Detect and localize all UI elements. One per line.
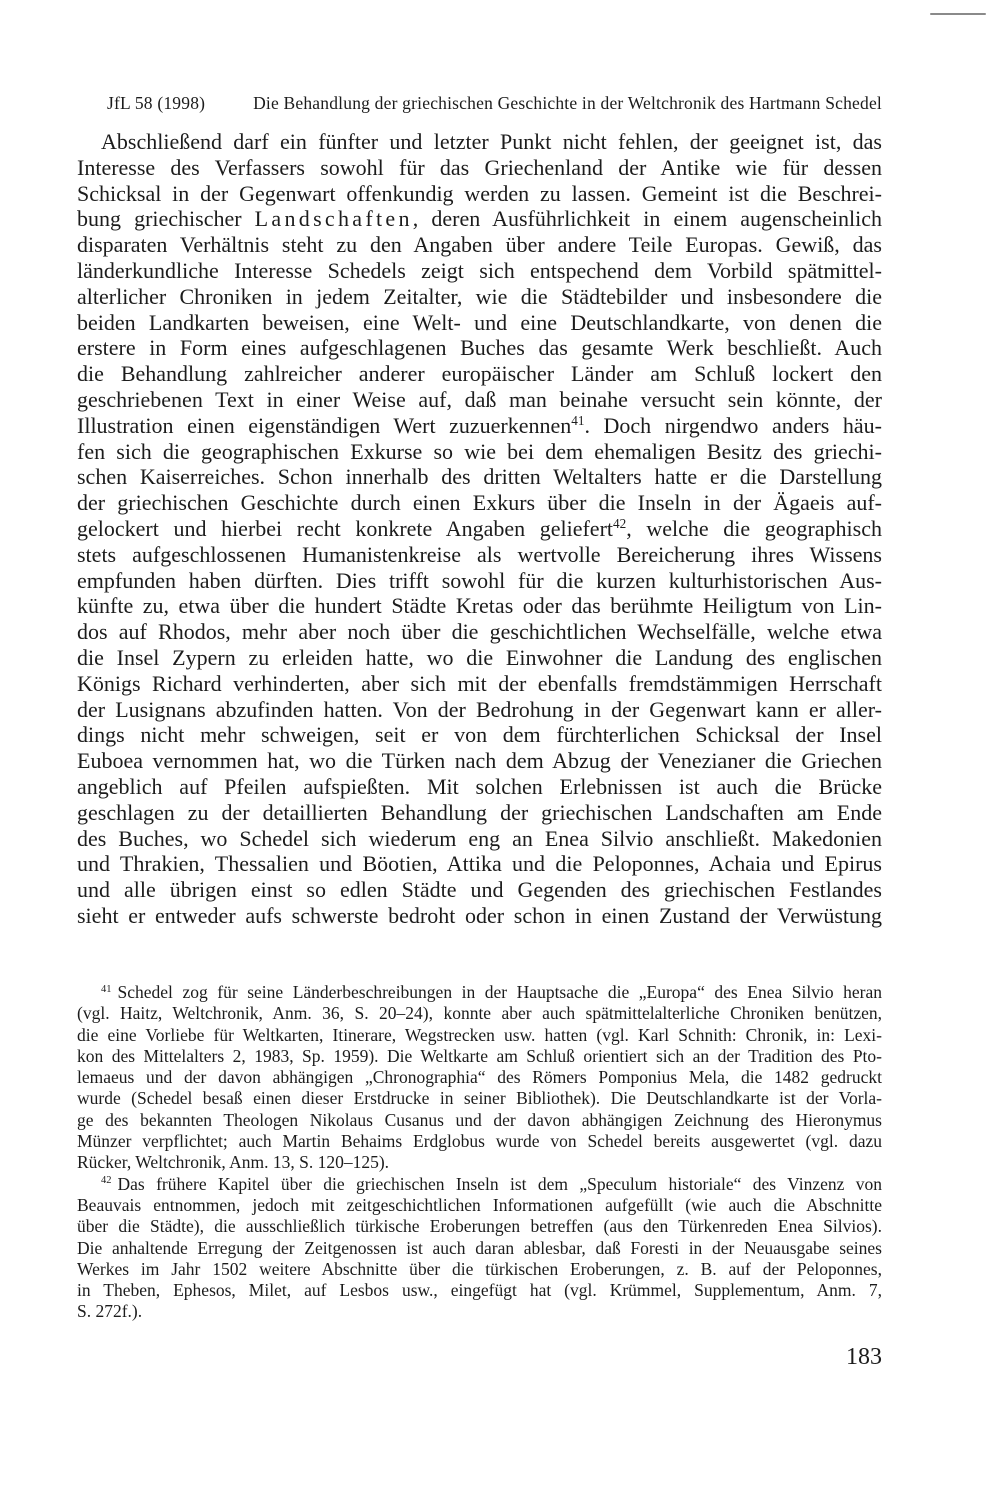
body-line: fen sich die geographischen Exkurse so wie bei dem ehemaligen Besitz des griechi-	[77, 438, 882, 464]
body-line: und alle übrigen einst so edlen Städte und Gegenden des griechischen Festlandes	[77, 877, 882, 903]
running-header	[107, 92, 882, 114]
footnote-line: Werkes im Jahr 1502 weitere Abschnitte über die türkischen Eroberungen, z. B. auf der Peloponnes,	[77, 1258, 882, 1279]
footnote-line: (vgl. Haitz, Weltchronik, Anm. 36, S. 20–24), konnte aber auch spätmittelalterliche Chroniken benützen,	[77, 1003, 882, 1024]
footnote-line	[77, 1174, 882, 1195]
body-line: künfte zu, etwa über die hundert Städte Kretas oder das berühmte Heiligtum von Lin-	[77, 593, 882, 619]
body-text: , welche die geographisch	[626, 515, 882, 541]
footnote-line: in Theben, Ephesos, Milet, auf Lesbos usw., eingefügt hat (vgl. Krümmel, Supplementum, Anm. 7,	[77, 1280, 882, 1301]
footnote-number: 41	[101, 983, 112, 995]
body-text: . Doch nirgendwo anders häu-	[584, 412, 882, 438]
body-line: geschlagen zu der detaillierten Behandlung der griechischen Landschaften am Ende	[77, 799, 882, 825]
footnote-41	[77, 982, 882, 1174]
body-text: gelockert und hierbei recht konkrete Angaben geliefert	[77, 515, 614, 541]
footnote-line: Rücker, Weltchronik, Anm. 13, S. 120–125).	[77, 1152, 390, 1173]
footnote-line	[77, 982, 882, 1003]
body-text: bung griechischer	[77, 206, 255, 232]
footnote-line: kon des Mittelalters 2, 1983, Sp. 1959). Die Weltkarte am Schluß orientiert sich an der Tradition des Pto-	[77, 1045, 882, 1066]
body-line: des Buches, wo Schedel sich wiederum eng an Enea Silvio anschließt. Makedonien	[77, 825, 882, 851]
footnote-line: Münzer verpflichtet; auch Martin Behaims Erdglobus wurde von Schedel bereits ausgewertet (vgl. dazu	[77, 1131, 882, 1152]
body-line: der griechischen Geschichte durch einen Exkurs über die Inseln in der Ägaeis auf-	[77, 490, 882, 516]
body-line: dings nicht mehr schweigen, seit er von dem fürchterlichen Schicksal der Insel	[77, 722, 882, 748]
page-number: 183	[846, 1344, 882, 1370]
footnote-text: Schedel zog für seine Länderbeschreibungen in der Hauptsache die „Europa“ des Enea Silvio heran	[117, 982, 882, 1002]
footnote-reference[interactable]: 41	[571, 412, 585, 428]
body-line: länderkundliche Interesse Schedels zeigt sich entspechend dem Vorbild spätmittel-	[77, 257, 882, 283]
body-line	[77, 413, 882, 439]
body-line: Euboea vernommen hat, wo die Türken nach dem Abzug der Venezianer die Griechen	[77, 748, 882, 774]
body-line: schen Kaiserreiches. Schon innerhalb des dritten Weltalters hatte er die Darstellung	[77, 464, 882, 490]
footnote-number: 42	[101, 1175, 112, 1187]
body-line: angeblich auf Pfeilen aufspießten. Mit solchen Erlebnissen ist auch die Brücke	[77, 773, 882, 799]
body-line: Schicksal in der Gegenwart offenkundig werden zu lassen. Gemeint ist die Beschrei-	[77, 180, 882, 206]
body-line: Königs Richard verhinderten, aber sich mit der ebenfalls fremdstämmigen Herrschaft	[77, 670, 882, 696]
body-line: Interesse des Verfassers sowohl für das Griechenland der Antike wie für dessen	[77, 154, 882, 180]
body-line: alterlicher Chroniken in jedem Zeitalter, wie die Städtebilder und insbesondere die	[77, 283, 882, 309]
running-title: Die Behandlung der griechischen Geschichte in der Weltchronik des Hartmann Schedel	[253, 93, 882, 113]
body-line: die Insel Zypern zu erleiden hatte, wo die Einwohner die Landung des englischen	[77, 644, 882, 670]
body-line: disparaten Verhältnis steht zu den Angaben über andere Teile Europas. Gewiß, das	[77, 232, 882, 258]
body-line	[77, 206, 882, 232]
footnote-reference[interactable]: 42	[613, 515, 627, 531]
body-line: und Thrakien, Thessalien und Böotien, Attika und die Peloponnes, Achaia und Epirus	[77, 851, 882, 877]
journal-citation: JfL 58 (1998)	[107, 93, 206, 113]
body-line: Abschließend darf ein fünfter und letzter Punkt nicht fehlen, der geeignet ist, das	[101, 129, 882, 154]
footnote-line: S. 272f.).	[77, 1301, 143, 1322]
footnotes	[77, 982, 882, 1323]
footnote-line: lemaeus und der davon abhängigen „Chronographia“ des Römers Pomponius Mela, die 1482 gedruckt	[77, 1067, 882, 1088]
footnote-line: die eine Vorliebe für Weltkarten, Itinerare, Wegstrecken usw. hatten (vgl. Karl Schnith: Chronik, in: Lexi-	[77, 1024, 882, 1045]
body-line: empfunden haben dürften. Dies trifft sowohl für die kurzen kulturhistorischen Aus-	[77, 567, 882, 593]
body-text: Illustration einen eigenständigen Wert zuzuerkennen	[77, 412, 572, 438]
footnote-line: ge des bekannten Theologen Nikolaus Cusanus und der davon abhängigen Zeichnung des Hieronymus	[77, 1109, 882, 1130]
body-line	[77, 516, 882, 542]
main-text	[77, 129, 882, 929]
footnote-line: wurde (Schedel besaß einen dieser Erstdrucke in seiner Bibliothek). Die Deutschlandkarte ist der Vorla-	[77, 1088, 882, 1109]
body-line: stets aufgeschlossenen Humanistenkreise als wertvolle Bereicherung ihres Wissens	[77, 541, 882, 567]
body-line: der Lusignans abzufinden hatten. Von der Bedrohung in der Gegenwart kann er aller-	[77, 696, 882, 722]
body-text: , deren Ausführlichkeit in einem augenscheinlich	[412, 206, 883, 232]
footnote-line: Die anhaltende Erregung der Zeitgenossen ist auch daran ablesbar, daß Foresti in der Neuausgabe seines	[77, 1237, 882, 1258]
body-line: die Behandlung zahlreicher anderer europäischer Länder am Schluß lockert den	[77, 361, 882, 387]
scan-edge-mark	[930, 13, 986, 15]
footnote-text: Das frühere Kapitel über die griechischen Inseln ist dem „Speculum historiale“ des Vinzenz von	[117, 1173, 882, 1194]
footnote-line: über die Städte), die ausschließlich türkische Eroberungen betreffen (aus den Türkenreden Enea Silvios).	[77, 1216, 882, 1237]
body-line: geschriebenen Text in einer Weise auf, daß man beinahe versucht sein könnte, der	[77, 386, 882, 412]
footnote-42	[77, 1174, 882, 1323]
body-line: sieht er entweder aufs schwerste bedroht oder schon in einen Zustand der Verwüstung	[77, 902, 882, 928]
body-line: dos auf Rhodos, mehr aber noch über die geschichtlichen Wechselfälle, welche etwa	[77, 619, 882, 645]
body-line: erstere in Form eines aufgeschlagenen Buches das gesamte Werk beschließt. Auch	[77, 335, 882, 361]
spaced-emphasis: Landschaften	[254, 206, 413, 232]
body-line: beiden Landkarten beweisen, eine Welt- und eine Deutschlandkarte, von denen die	[77, 309, 882, 335]
footnote-line: Beauvais entnommen, jedoch mit zeitgeschichtlichen Informationen aufgefüllt (wie auch die Abschnitte	[77, 1194, 882, 1215]
